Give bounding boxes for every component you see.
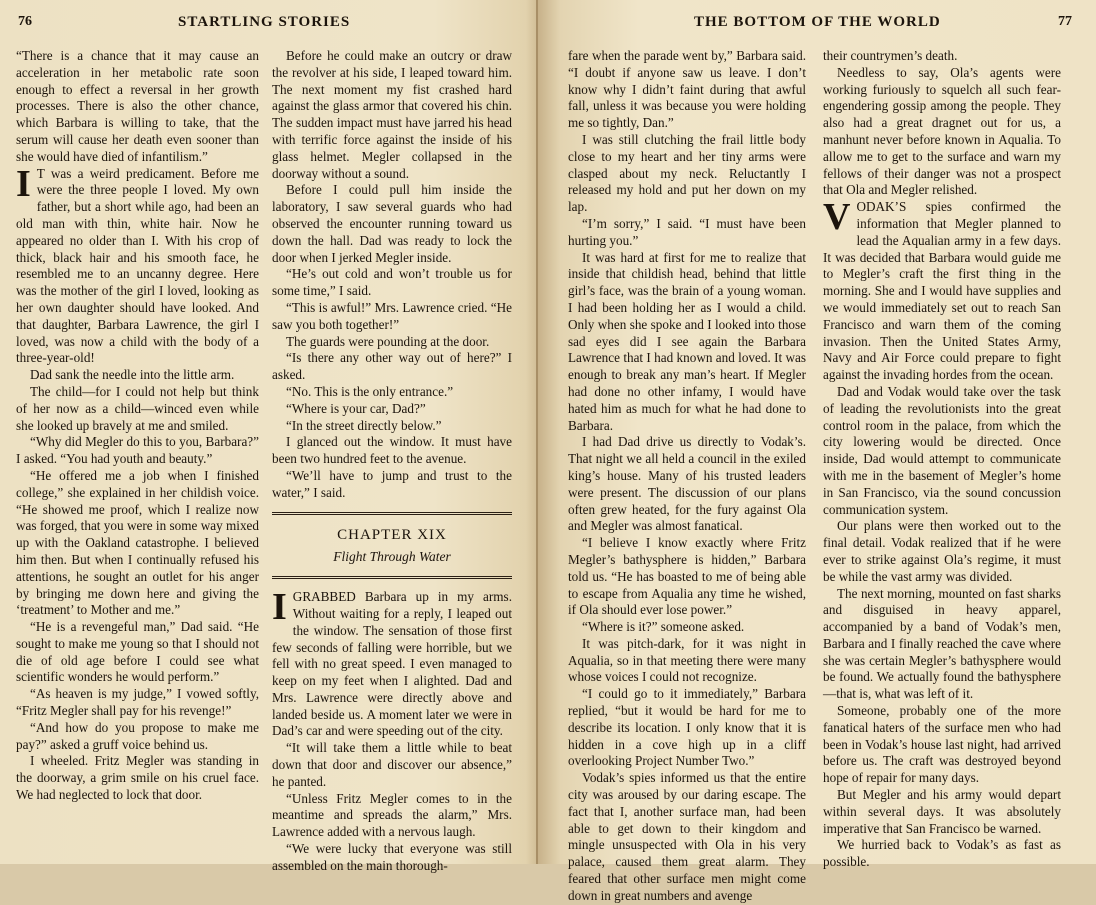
- paragraph-text: The next morning, mounted on fast sharks and disguised in heavy apparel, accompanied by a band of Vodak’s men, Barbara and I finally reached the cave where she was certain Megler’s bathysphere would be found. We actually found the bathysphere—that is, what was left of it.: [823, 585, 1061, 702]
- paragraph: [568, 619, 806, 636]
- paragraph: [823, 703, 1061, 787]
- column-text-bottom: [272, 586, 512, 875]
- paragraph-text: I glanced out the window. It must have been two hundred feet to the avenue.: [272, 434, 512, 467]
- paragraph-text: “I could go to it immediately,” Barbara replied, “but it would be hard for me to describe its location. I only know that it is hidden in a cove high up in a cliff overlooking Project Number Two.”: [568, 686, 806, 769]
- paragraph: [568, 686, 806, 770]
- paragraph-text: “And how do you propose to make me pay?” asked a gruff voice behind us.: [16, 719, 259, 752]
- paragraph: [272, 586, 512, 740]
- paragraph-text: Someone, probably one of the more fanatical haters of the surface men who had been in Vodak’s house last night, had arrived before us. The craft was destroyed beyond hope of repair for many days.: [823, 703, 1061, 786]
- paragraph: [568, 48, 806, 132]
- paragraph-text: “I’m sorry,” I said. “I must have been hurting you.”: [568, 215, 806, 248]
- page-number: 77: [1058, 14, 1072, 29]
- paragraph: [16, 367, 259, 384]
- paragraph: [272, 468, 512, 502]
- paragraph-text: I had Dad drive us directly to Vodak’s. That night we all held a council in the exiled king’s house. Many of his trusted leaders were present. The discussion of our plans often grew heated, for the fury against Ola and Megler was almost fanatical.: [568, 434, 806, 534]
- running-head: THE BOTTOM OF THE WORLD: [694, 14, 941, 30]
- paragraph: [16, 686, 259, 720]
- paragraph-text: Before I could pull him inside the laboratory, I saw several guards who had observed the encounter running toward us down the hall. Dad was ready to lock the door when I jerked Megler inside.: [272, 182, 512, 265]
- paragraph: [16, 48, 259, 166]
- paragraph-text: “As heaven is my judge,” I vowed softly, “Fritz Megler shall pay for his revenge!”: [16, 686, 259, 719]
- paragraph-text: I was still clutching the frail little body close to my heart and her tiny arms were clasped about my neck. Reluctantly I released my hold and put her down on my lap.: [568, 131, 806, 215]
- paragraph-text: “In the street directly below.”: [286, 417, 442, 433]
- paragraph-text: ODAK’S spies confirmed the information that Megler planned to lead the Aqualian army in a few days. It was decided that Barbara would guide me to Megler’s craft the first thing in the morning. She and I would have supplies and we would immediately set out to reach San Francisco and warn them of the coming invasion. Then the United States Army, Navy and Air Force could prepare to fight against the invading hordes from the ocean.: [823, 199, 1061, 383]
- paragraph-text: The guards were pounding at the door.: [286, 333, 490, 349]
- chapter-title: CHAPTER XIX: [337, 526, 447, 543]
- paragraph-text: It was hard at first for me to realize that inside that childish head, behind that little girl’s face, was the brain of a young woman. I had been holding her as I would a child. Only when she spoke and I looked into those sad eyes did I see again the Barbara Lawrence that I had known and loved. It was enough to break any man’s heart. If Megler had done no other infamy, I would have hated him as much for what he had done to Barbara.: [568, 249, 806, 433]
- paragraph: [823, 196, 1061, 384]
- paragraph: [272, 266, 512, 300]
- paragraph: [272, 300, 512, 334]
- paragraph-text: Needless to say, Ola’s agents were working furiously to squelch all such fear-engendering gossip among the people. They also had a great dragnet out for us, a manhunt never before known in Aqualia. To allow me to get to the surface and warn my fellows of their danger was not a prospect that Ola and Megler relished.: [823, 64, 1061, 198]
- paragraph: [568, 535, 806, 619]
- right-column-2: [823, 48, 1061, 871]
- divider: [272, 576, 512, 579]
- right-column-1: [568, 48, 806, 905]
- paragraph: [823, 787, 1061, 837]
- paragraph-text: “There is a chance that it may cause an acceleration in her metabolic rate soon enough to effect a reversal in her growth processes. There is also the other chance, which Barbara is willing to take, that the serum will cause her death even sooner than she would have died of infantilism.”: [16, 48, 259, 164]
- paragraph: [16, 434, 259, 468]
- paragraph: [272, 434, 512, 468]
- paragraph: [272, 841, 512, 875]
- drop-cap: I: [16, 162, 31, 205]
- paragraph: [16, 468, 259, 619]
- paragraph: [272, 48, 512, 182]
- paragraph-text: “I believe I know exactly where Fritz Megler’s bathysphere is hidden,” Barbara told us. “He has boasted to me of being able to escape from Aqualia any time he wished, if Ola should ever lose power.”: [568, 535, 806, 618]
- paragraph-text: But Megler and his army would depart within several days. It was absolutely imperative that San Francisco be warned.: [823, 787, 1061, 836]
- column-text-top: [272, 48, 512, 502]
- paragraph: [272, 791, 512, 841]
- paragraph: [16, 384, 259, 434]
- paragraph-text: The child—for I could not help but think of her now as a child—winced even while she looked up bravely at me and smiled.: [16, 383, 259, 433]
- paragraph: [272, 334, 512, 351]
- paragraph-text: their countrymen’s death.: [823, 48, 958, 63]
- page-number: 76: [18, 14, 32, 29]
- paragraph-text: Dad sank the needle into the little arm.: [30, 367, 235, 383]
- running-head: STARTLING STORIES: [178, 14, 351, 30]
- paragraph-text: “Where is it?” someone asked.: [582, 619, 745, 635]
- paragraph: [568, 636, 806, 686]
- paragraph-text: GRABBED Barbara up in my arms. Without waiting for a reply, I leaped out the window. The sensation of those first few seconds of falling were horrible, but we fell with no great speed. I even managed to keep on my feet when I alighted. Dad and Mrs. Lawrence were directly above and landed beside us. A moment later we were in Dad’s car and were speeding out of the city.: [272, 589, 512, 739]
- paragraph-text: “He offered me a job when I finished college,” she explained in her childish voice. “He showed me proof, which I realize now was forged, that you were in some way mixed up with the Oakland catastrophe. I believed him then. But when I continually refused his attentions, he sought an outlet for his anger by bringing me down here and giving the ‘treatment’ to Mother and me.”: [16, 467, 259, 618]
- left-column-2: [272, 48, 512, 875]
- paragraph-text: Dad and Vodak would take over the task of leading the revolutionists into the great control room in the palace, from which the city lowering would be directed. Once inside, Dad would attempt to communicate with me in the basement of Megler’s home in San Francisco, via the sound concussion communication system.: [823, 383, 1061, 517]
- paragraph-text: We hurried back to Vodak’s as fast as possible.: [823, 837, 1061, 870]
- divider: [272, 512, 512, 515]
- paragraph: [272, 740, 512, 790]
- paragraph-text: Vodak’s spies informed us that the entire city was aroused by our daring escape. The fact that I, another surface man, had been able to get down to their kingdom and mingle unsuspected with Ola in his very palace, caused them great alarm. They feared that other surface men might come down in great numbers and avenge: [568, 770, 806, 903]
- paragraph: [16, 619, 259, 686]
- paragraph-text: “Unless Fritz Megler comes to in the meantime and spreads the alarm,” Mrs. Lawrence added with a nervous laugh.: [272, 790, 512, 840]
- paragraph: [823, 65, 1061, 199]
- paragraph: [16, 162, 259, 368]
- right-page: [538, 0, 1096, 903]
- chapter-heading: [272, 512, 512, 580]
- paragraph-text: Before he could make an outcry or draw the revolver at his side, I leaped toward him. The next moment my fist crashed hard against the glass armor that covered his chin. The sudden impact must have jarred his head with terrific force against the inside of his glass helmet. Megler collapsed in the doorway without a sound.: [272, 48, 512, 181]
- chapter-subtitle: Flight Through Water: [333, 549, 451, 565]
- left-page: [0, 0, 542, 873]
- paragraph-text: “He is a revengeful man,” Dad said. “He sought to make me young so that I should not die of old age before I could see what scientific wonders he would perform.”: [16, 619, 259, 685]
- paragraph-text: “No. This is the only entrance.”: [286, 383, 454, 399]
- paragraph: [568, 132, 806, 216]
- paragraph-text: “We’ll have to jump and trust to the water,” I said.: [272, 467, 512, 500]
- paragraph: [568, 434, 806, 535]
- paragraph-text: “This is awful!” Mrs. Lawrence cried. “He saw you both together!”: [272, 299, 512, 332]
- paragraph: [823, 586, 1061, 704]
- paragraph: [823, 48, 1061, 65]
- drop-cap: I: [272, 586, 287, 629]
- paragraph-text: “Why did Megler do this to you, Barbara?” I asked. “You had youth and beauty.”: [16, 434, 259, 467]
- paragraph: [272, 182, 512, 266]
- left-column-1: [16, 48, 259, 804]
- paragraph-text: T was a weird predicament. Before me were the three people I loved. My own father, but a short while ago, had been an old man with thin, white hair. Now he appeared no older than I. With his crop of thick, black hair and his smooth face, he resembled me to an uncanny degree. Here was the mother of the girl I loved, looking as her own daughter should have looked. And that daughter, Barbara Lawrence, the girl I loved, was now a child with the body of a three-year-old!: [16, 165, 259, 366]
- paragraph: [272, 418, 512, 435]
- paragraph: [272, 401, 512, 418]
- paragraph: [568, 216, 806, 250]
- paragraph-text: I wheeled. Fritz Megler was standing in the doorway, a grim smile on his cruel face. We had neglected to lock that door.: [16, 753, 259, 803]
- paragraph-text: “It will take them a little while to beat down that door and discover our absence,” he panted.: [272, 740, 512, 789]
- paragraph-text: It was pitch-dark, for it was night in Aqualia, so in that meeting there were many whose voices I could not recognize.: [568, 635, 806, 685]
- paragraph: [823, 837, 1061, 871]
- paragraph-text: “We were lucky that everyone was still assembled on the main thorough-: [272, 841, 512, 873]
- paragraph-text: “He’s out cold and won’t trouble us for some time,” I said.: [272, 266, 512, 299]
- paragraph: [16, 753, 259, 803]
- paragraph: [16, 720, 259, 754]
- paragraph-text: Our plans were then worked out to the final detail. Vodak realized that if he were ever to strike against Ola’s regime, it must be while the vast army was divided.: [823, 518, 1061, 584]
- paragraph-text: “Where is your car, Dad?”: [286, 400, 426, 416]
- paragraph: [568, 770, 806, 904]
- paragraph-text: fare when the parade went by,” Barbara said. “I doubt if anyone saw us leave. I don’t know why I didn’t faint during that awful fall, unless it was because you were holding me so tightly, Dan.”: [568, 48, 806, 131]
- paragraph: [823, 518, 1061, 585]
- paragraph: [823, 384, 1061, 518]
- paragraph: [272, 384, 512, 401]
- paragraph: [568, 250, 806, 435]
- drop-cap: V: [823, 196, 851, 239]
- paragraph-text: “Is there any other way out of here?” I asked.: [272, 350, 512, 383]
- paragraph: [272, 350, 512, 384]
